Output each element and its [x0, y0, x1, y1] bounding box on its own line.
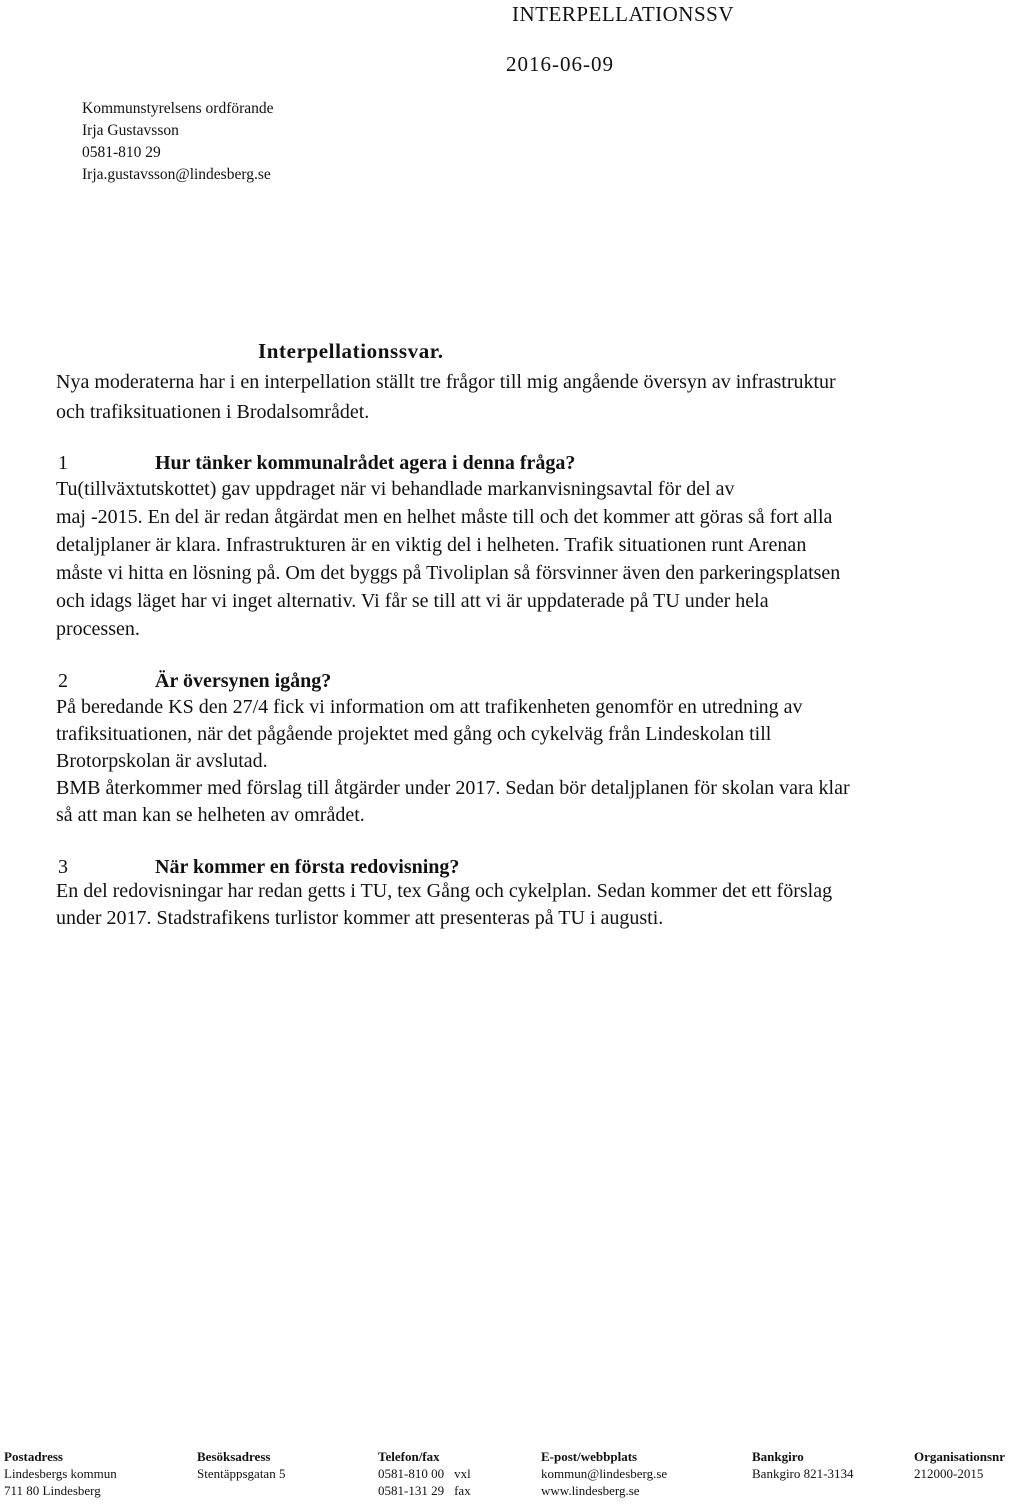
intro-line: Nya moderaterna har i en interpellation ställt tre frågor till mig angående översyn av infrastruktur: [56, 371, 836, 393]
question-heading: När kommer en första redovisning?: [155, 856, 460, 878]
sender-phone: 0581-810 29: [82, 144, 161, 161]
question-number: 1: [58, 452, 68, 474]
answer-line: En del redovisningar har redan getts i TU, tex Gång och cykelplan. Sedan kommer det ett förslag: [56, 880, 833, 902]
answer-line: måste vi hitta en lösning på. Om det byggs på Tivoliplan så försvinner även den parkeringsplatsen: [56, 562, 841, 584]
footer-email-link[interactable]: kommun@lindesberg.se: [541, 1466, 668, 1481]
footer-value: 212000-2015: [914, 1466, 984, 1481]
footer-label: E-post/webbplats: [541, 1449, 638, 1464]
footer-value: 711 80 Lindesberg: [4, 1483, 101, 1498]
footer-label: Telefon/fax: [378, 1449, 440, 1464]
footer-postadress: [4, 1448, 117, 1499]
answer-line: Tu(tillväxtutskottet) gav uppdraget när vi behandlade markanvisningsavtal för del av: [56, 478, 735, 500]
answer-line: På beredande KS den 27/4 fick vi information om att trafikenheten genomför en utredning av: [56, 696, 803, 718]
footer-value: Bankgiro 821-3134: [752, 1466, 854, 1481]
footer-value: Stentäppsgatan 5: [197, 1466, 286, 1481]
question-heading: Hur tänker kommunalrådet agera i denna fråga?: [155, 452, 576, 474]
footer-bankgiro: [752, 1448, 853, 1482]
footer-label: Besöksadress: [197, 1449, 271, 1464]
sender-name: Irja Gustavsson: [82, 122, 179, 139]
answer-line: Brotorpskolan är avslutad.: [56, 750, 268, 772]
intro-line: och trafiksituationen i Brodalsområdet.: [56, 401, 370, 423]
footer-label: Organisationsnr: [914, 1449, 1006, 1464]
footer-website-link[interactable]: www.lindesberg.se: [541, 1483, 640, 1498]
answer-line: trafiksituationen, när det pågående projektet med gång och cykelväg från Lindeskolan till: [56, 723, 772, 745]
answer-line: under 2017. Stadstrafikens turlistor kommer att presenteras på TU i augusti.: [56, 907, 664, 929]
footer-value: Lindesbergs kommun: [4, 1466, 117, 1481]
footer-label: Bankgiro: [752, 1449, 804, 1464]
question-number: 2: [58, 670, 68, 692]
sender-block: [82, 98, 274, 186]
sender-role: Kommunstyrelsens ordförande: [82, 100, 274, 117]
footer-tag: vxl: [454, 1466, 471, 1481]
sender-email: Irja.gustavsson@lindesberg.se: [82, 166, 271, 183]
answer-line: BMB återkommer med förslag till åtgärder under 2017. Sedan bör detaljplanen för skolan vara klar: [56, 777, 850, 799]
answer-line: och idags läget har vi inget alternativ. Vi får se till att vi är uppdaterade på TU under hela: [56, 590, 769, 612]
footer-tag: fax: [454, 1483, 471, 1498]
footer-epost: [541, 1448, 667, 1499]
footer-telefon: [378, 1448, 471, 1499]
footer-value: 0581-810 00: [378, 1466, 445, 1481]
footer-besoksadress: [197, 1448, 285, 1482]
document-header-label: INTERPELLATIONSSV: [512, 2, 734, 26]
answer-line: så att man kan se helheten av området.: [56, 804, 365, 826]
document-date: 2016-06-09: [506, 52, 614, 76]
answer-line: maj -2015. En del är redan åtgärdat men en helhet måste till och det kommer att göras så fort alla: [56, 506, 833, 528]
question-number: 3: [58, 856, 68, 878]
footer-value: 0581-131 29: [378, 1483, 445, 1498]
document-footer: [0, 1448, 1024, 1504]
answer-line: detaljplaner är klara. Infrastrukturen är en viktig del i helheten. Trafik situationen runt Arenan: [56, 534, 807, 556]
footer-orgnr: [914, 1448, 1005, 1482]
question-heading: Är översynen igång?: [155, 670, 332, 692]
footer-label: Postadress: [4, 1449, 63, 1464]
document-title: Interpellationssvar.: [258, 339, 444, 363]
answer-line: processen.: [56, 618, 140, 640]
